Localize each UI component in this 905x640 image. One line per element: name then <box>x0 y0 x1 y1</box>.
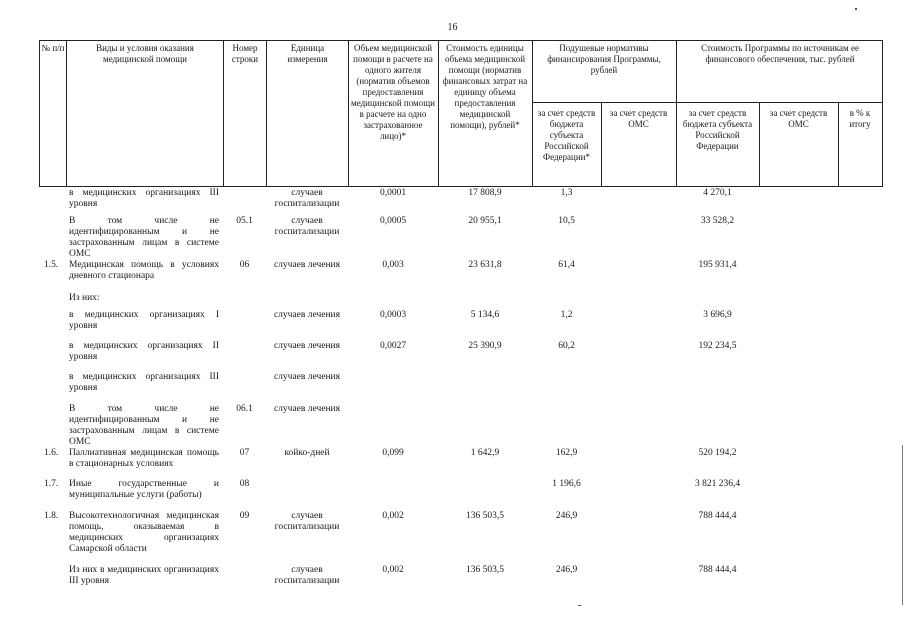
row-6-pc-budget: 60,2 <box>558 341 575 351</box>
header-per-capita: Подушевые нормативы финансирования Программы, рублей <box>547 43 661 75</box>
row-1-unit: случаев госпитализации <box>274 188 340 209</box>
row-7-unit: случаев лечения <box>273 372 341 382</box>
row-12-volume: 0,002 <box>382 565 404 575</box>
row-5-cost: 5 134,6 <box>470 310 500 320</box>
col-border-cost-oms <box>838 102 839 187</box>
col-border-num <box>66 40 67 187</box>
row-3-desc: Медицинская помощь в условиях дневного стационара <box>69 260 219 281</box>
header-bottom-border <box>39 186 883 187</box>
row-11-cost: 136 503,5 <box>466 511 504 521</box>
row-7-desc: в медицинских организациях III уровня <box>69 372 219 393</box>
row-1-pc-budget: 1,3 <box>560 188 573 198</box>
header-line: Номер строки <box>231 43 259 64</box>
header-volume: Объем медицинской помощи в расчете на одного жителя (норматив объемов предоставления медицинской помощи в расчете на одно застрахованное лицо)* <box>351 43 435 141</box>
row-11-unit: случаев госпитализации <box>274 511 340 532</box>
row-8-line: 06.1 <box>236 404 253 414</box>
row-6-unit: случаев лечения <box>273 341 341 351</box>
header-top-border <box>39 40 883 41</box>
header-per-capita-oms: за счет средств ОМС <box>609 108 668 129</box>
row-5-unit: случаев лечения <box>273 310 341 320</box>
row-11-line: 09 <box>239 511 250 521</box>
col-border-cost-budget <box>759 102 760 187</box>
row-6-cost: 25 390,9 <box>468 341 502 351</box>
row-3-total-budget: 195 931,4 <box>698 260 737 270</box>
col-border-unit <box>348 40 349 187</box>
header-kind: Виды и условия оказания медицинской помощи <box>96 43 194 64</box>
row-9-cost: 1 642,9 <box>470 448 500 458</box>
row-10-line: 08 <box>239 479 250 489</box>
scan-speck-bottom <box>578 605 581 606</box>
scan-mark-right-edge <box>902 445 903 605</box>
row-5-pc-budget: 1,2 <box>560 310 573 320</box>
header-cost: Стоимость единицы объема медицинской помощи (норматив финансовых затрат на единицу объема предоставления медицинской помощи), рублей* <box>442 43 528 130</box>
row-12-pc-budget: 246,9 <box>555 565 578 575</box>
row-3-num: 1.5. <box>44 260 59 270</box>
row-2-desc: В том числе не идентифицированным и не застрахованным лицам в системе ОМС <box>69 216 219 259</box>
header-cost-percent: в % к итогу <box>849 108 871 129</box>
header-unit: Единица измерения <box>287 43 328 64</box>
header-per-capita-budget: за счет средств бюджета субъекта Российской Федерации* <box>537 108 596 162</box>
row-4-desc: Из них: <box>69 293 100 303</box>
row-9-num: 1.6. <box>44 448 59 458</box>
header-cost-budget: за счет средств бюджета субъекта Российской Федерации <box>682 108 753 151</box>
row-3-cost: 23 631,8 <box>468 260 502 270</box>
row-12-total-budget: 788 444,4 <box>698 565 737 575</box>
row-9-line: 07 <box>239 448 250 458</box>
row-1-desc: в медицинских организациях III уровня <box>69 188 219 209</box>
col-border-right <box>882 40 883 187</box>
row-6-desc: в медицинских организациях II уровня <box>69 341 219 362</box>
row-1-cost: 17 808,9 <box>468 188 502 198</box>
row-5-volume: 0,0003 <box>379 310 407 320</box>
row-2-line: 05.1 <box>236 216 253 226</box>
row-9-unit: койко-дней <box>284 448 330 458</box>
row-6-total-budget: 192 234,5 <box>698 341 737 351</box>
page-number: 16 <box>447 22 458 33</box>
row-11-total-budget: 788 444,4 <box>698 511 737 521</box>
per-capita-subheader-border <box>532 102 676 103</box>
row-11-desc: Высокотехнологичная медицинская помощь, оказываемая в медицинских организациях Самарской области <box>69 511 219 554</box>
row-1-total-budget: 4 270,1 <box>703 188 732 198</box>
row-3-line: 06 <box>239 260 250 270</box>
row-2-volume: 0,0005 <box>379 216 407 226</box>
header-program-cost: Стоимость Программы по источникам ее финансового обеспечения, тыс. рублей <box>701 43 859 64</box>
row-9-volume: 0,099 <box>382 448 404 458</box>
col-border-line <box>266 40 267 187</box>
row-11-num: 1.8. <box>44 511 59 521</box>
row-2-unit: случаев госпитализации <box>274 216 340 237</box>
row-1-volume: 0,0001 <box>379 188 407 198</box>
col-border-volume <box>438 40 439 187</box>
row-10-pc-budget: 1 196,6 <box>552 479 581 489</box>
row-2-pc-budget: 10,5 <box>558 216 575 226</box>
row-9-desc: Паллиативная медицинская помощь в стационарных условиях <box>69 448 219 469</box>
header-num: № п/п <box>41 43 65 53</box>
col-border-left <box>39 40 40 187</box>
col-border-desc <box>223 40 224 187</box>
row-10-total-budget: 3 821 236,4 <box>694 479 741 489</box>
header-cost-oms: за счет средств ОМС <box>769 108 828 129</box>
scan-speck-top-right <box>855 8 857 10</box>
row-5-desc: в медицинских организациях I уровня <box>69 310 219 331</box>
col-border-per-capita <box>676 40 677 187</box>
row-6-volume: 0,0027 <box>379 341 407 351</box>
row-10-num: 1.7. <box>44 479 59 489</box>
row-8-unit: случаев лечения <box>273 404 341 414</box>
row-10-desc: Иные государственные и муниципальные услуги (работы) <box>69 479 219 500</box>
col-border-pc-budget <box>601 102 602 187</box>
row-9-total-budget: 520 194,2 <box>698 448 737 458</box>
row-12-cost: 136 503,5 <box>466 565 504 575</box>
program-cost-subheader-border <box>676 102 883 103</box>
row-11-volume: 0,002 <box>382 511 404 521</box>
row-3-pc-budget: 61,4 <box>558 260 575 270</box>
row-12-unit: случаев госпитализации <box>274 565 340 586</box>
row-8-desc: В том числе не идентифицированным и не застрахованным лицам в системе ОМС <box>69 404 219 447</box>
row-3-unit: случаев лечения <box>273 260 341 270</box>
col-border-cost <box>532 40 533 187</box>
row-5-total-budget: 3 696,9 <box>703 310 732 320</box>
row-12-desc: Из них в медицинских организациях III уровня <box>69 565 219 586</box>
row-11-pc-budget: 246,9 <box>555 511 578 521</box>
row-2-cost: 20 955,1 <box>468 216 502 226</box>
row-9-pc-budget: 162,9 <box>555 448 578 458</box>
row-3-volume: 0,003 <box>382 260 404 270</box>
row-2-total-budget: 33 528,2 <box>700 216 735 226</box>
